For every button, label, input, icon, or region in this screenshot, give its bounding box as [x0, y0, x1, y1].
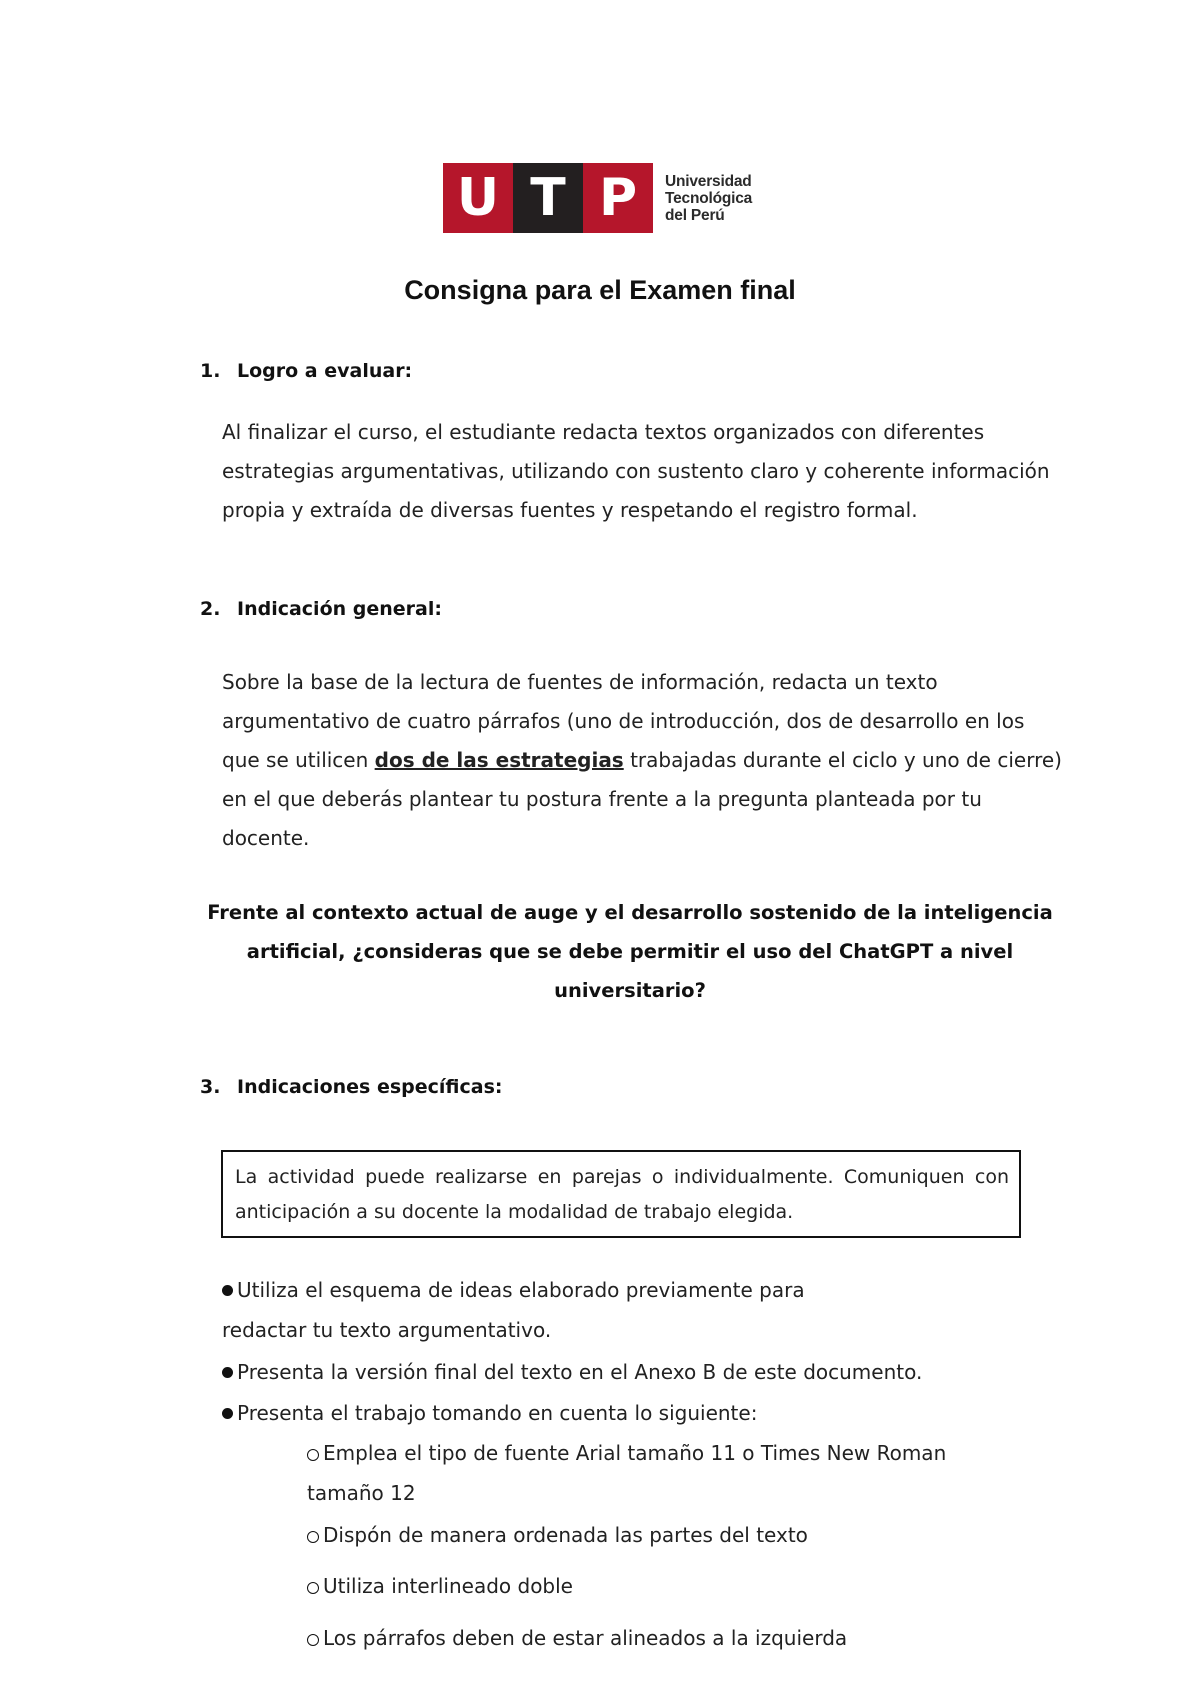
sub-bullet-item [307, 1618, 1007, 1658]
section-2-paragraph [222, 663, 1062, 858]
bullet-text: Utiliza el esquema de ideas elaborado previamente para redactar tu texto argumentativo. [222, 1278, 805, 1342]
sub-bullet-item [307, 1515, 1007, 1555]
bullet-item [222, 1270, 882, 1350]
sub-bullet-text: Emplea el tipo de fuente Arial tamaño 11 o Times New Roman tamaño 12 [307, 1441, 947, 1505]
emphasized-text: dos de las estrategias [374, 748, 624, 772]
section-heading-1 [200, 360, 412, 382]
bullet-circle-icon [307, 1531, 319, 1543]
bullet-dot-icon [222, 1285, 233, 1296]
logo-wordmark [665, 173, 752, 224]
utp-logo [443, 163, 752, 233]
bullet-dot-icon [222, 1367, 233, 1378]
sub-bullet-item [307, 1566, 1007, 1606]
logo-letter-u: U [443, 163, 513, 233]
bullet-circle-icon [307, 1634, 319, 1646]
bullet-item [222, 1393, 1082, 1433]
section-heading-text: Indicaciones específicas: [237, 1076, 503, 1098]
bullet-circle-icon [307, 1449, 319, 1461]
section-heading-3 [200, 1076, 503, 1098]
sub-bullet-text: Los párrafos deben de estar alineados a la izquierda [323, 1626, 848, 1650]
section-heading-2 [200, 598, 442, 620]
notice-box: La actividad puede realizarse en parejas o individualmente. Comuniquen con anticipación a su docente la modalidad de trabajo elegida. [221, 1150, 1021, 1238]
section-number: 3. [200, 1076, 221, 1098]
paragraph-text: Sobre la base de la lectura de fuentes de información, redacta un texto argumentativo de cuatro párrafos (uno de introducción, dos de desarrollo en los que se utilicen [222, 670, 1025, 772]
logo-text-line: del Perú [665, 206, 725, 224]
section-1-paragraph: Al finalizar el curso, el estudiante redacta textos organizados con diferentes estrategias argumentativas, utilizando con sustento claro y coherente información propia y extraída de diversas fuentes y respetando el registro formal. [222, 420, 1050, 522]
bullet-text: Presenta la versión final del texto en el Anexo B de este documento. [237, 1360, 923, 1384]
section-heading-text: Indicación general: [237, 598, 442, 620]
logo-text-line: Universidad [665, 172, 752, 190]
sub-bullet-text: Utiliza interlineado doble [323, 1574, 573, 1598]
sub-bullet-text: Dispón de manera ordenada las partes del texto [323, 1523, 808, 1547]
bullet-circle-icon [307, 1582, 319, 1594]
logo-text-line: Tecnológica [665, 189, 753, 207]
logo-letter-t: T [513, 163, 583, 233]
exam-question: Frente al contexto actual de auge y el desarrollo sostenido de la inteligencia artificial, ¿consideras que se debe permitir el uso del ChatGPT a nivel universitario? [207, 901, 1053, 1002]
section-heading-text: Logro a evaluar: [237, 360, 413, 382]
bullet-text: Presenta el trabajo tomando en cuenta lo siguiente: [237, 1401, 758, 1425]
section-number: 2. [200, 598, 221, 620]
paragraph-text: trabajadas durante el ciclo y uno de cierre) en el que deberás plantear tu postura frente a la pregunta planteada por tu docente. [222, 748, 1062, 850]
page-title: Consigna para el Examen final [404, 275, 796, 305]
bullet-dot-icon [222, 1408, 233, 1419]
logo-letter-p: P [583, 163, 653, 233]
section-number: 1. [200, 360, 221, 382]
sub-bullet-item [307, 1433, 967, 1513]
bullet-item [222, 1352, 1082, 1392]
